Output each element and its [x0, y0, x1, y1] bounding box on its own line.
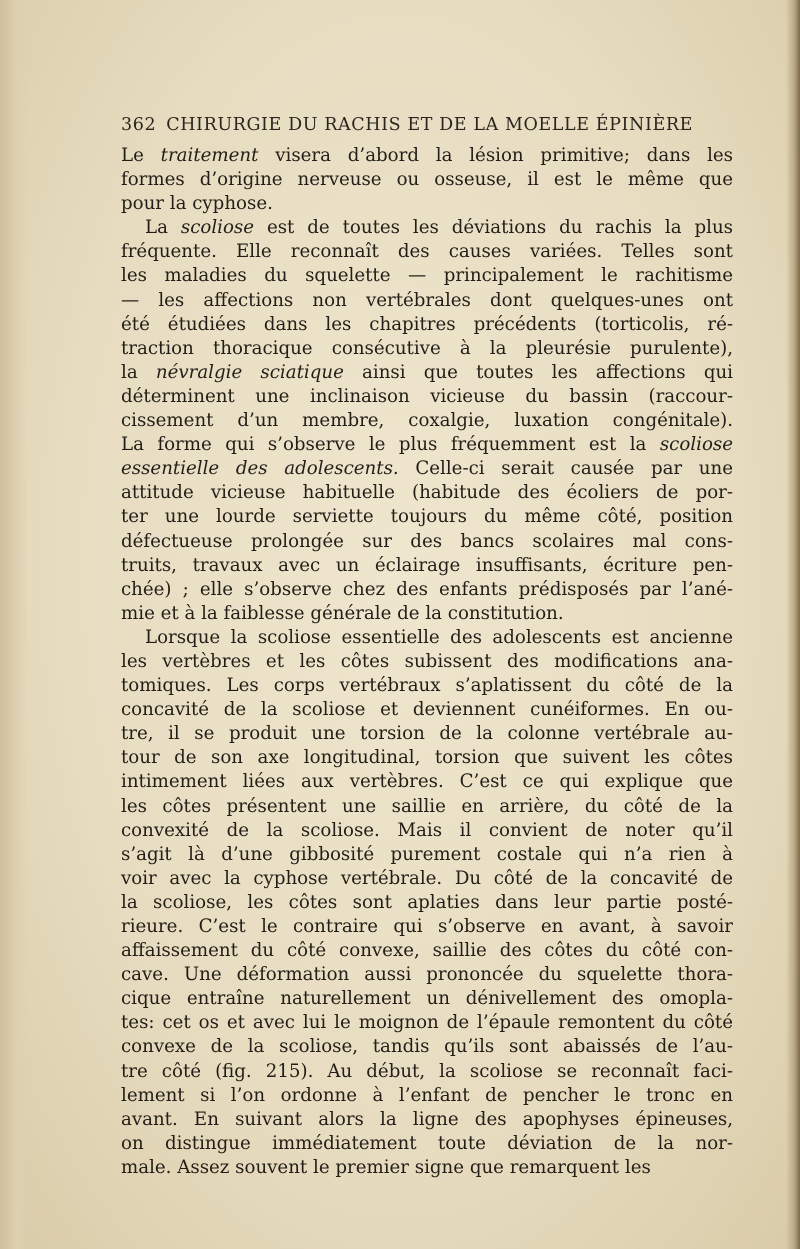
text-line: [121, 457, 733, 481]
text-line: [121, 1108, 733, 1132]
text-line: [121, 602, 733, 626]
text-segment: ter une lourde serviette toujours du même côté, position: [121, 506, 733, 528]
text-line: [121, 674, 733, 698]
text-segment: est de toutes les déviations du rachis la plus: [254, 217, 734, 239]
italic-term: essentielle des adolescents.: [121, 458, 399, 480]
text-line: [121, 746, 733, 770]
text-segment: on distingue immédiatement toute déviation de la nor-: [121, 1132, 733, 1154]
running-head: [121, 113, 733, 137]
text-line: [121, 843, 733, 867]
text-line: [121, 385, 733, 409]
text-segment: déterminent une inclinaison vicieuse du bassin (raccour-: [121, 385, 733, 407]
text-line: [121, 337, 733, 361]
text-line: [121, 192, 733, 216]
text-line: [121, 1060, 733, 1084]
text-segment: chée) ; elle s’observe chez des enfants prédisposés par l’ané-: [121, 578, 733, 600]
text-segment: concavité de la scoliose et deviennent cunéiformes. En ou-: [121, 699, 733, 721]
text-line: [121, 505, 733, 529]
text-segment: traction thoracique consécutive à la pleurésie purulente),: [121, 337, 733, 359]
text-line: [121, 1011, 733, 1035]
text-segment: La: [145, 217, 181, 239]
text-line: [121, 987, 733, 1011]
text-segment: lement si l’on ordonne à l’enfant de pencher le tronc en: [121, 1084, 733, 1106]
text-segment: attitude vicieuse habituelle (habitude des écoliers de por-: [121, 482, 733, 504]
text-segment: La forme qui s’observe le plus fréquemment est la: [121, 434, 660, 456]
text-line: [121, 240, 733, 264]
italic-term: névralgie sciatique: [155, 361, 344, 383]
text-line: [121, 578, 733, 602]
text-segment: les maladies du squelette — principalement le rachitisme: [121, 265, 733, 287]
text-line: [121, 313, 733, 337]
page-number: 362: [121, 115, 157, 135]
text-segment: tomiques. Les corps vertébraux s’aplatissent du côté de la: [121, 675, 733, 697]
text-segment: tour de son axe longitudinal, torsion que suivent les côtes: [121, 747, 733, 769]
text-line: [121, 963, 733, 987]
text-line: [121, 891, 733, 915]
text-segment: cave. Une déformation aussi prononcée du squelette thora-: [121, 964, 733, 986]
text-segment: Celle-ci serait causée par une: [398, 458, 733, 480]
text-segment: truits, travaux avec un éclairage insuffisants, écriture pen-: [121, 554, 733, 576]
text-line: [121, 650, 733, 674]
text-segment: — les affections non vertébrales dont quelques-unes ont: [121, 289, 733, 311]
text-segment: cique entraîne naturellement un dénivellement des omopla-: [121, 988, 733, 1010]
page-left-edge: [0, 0, 28, 1249]
text-line: [121, 722, 733, 746]
text-segment: voir avec la cyphose vertébrale. Du côté de la concavité de: [121, 867, 733, 889]
text-line: [121, 216, 733, 240]
text-segment: convexe de la scoliose, tandis qu’ils sont abaissés de l’au-: [121, 1036, 733, 1058]
italic-term: scoliose: [180, 217, 255, 239]
text-segment: avant. En suivant alors la ligne des apophyses épineuses,: [121, 1108, 733, 1130]
text-segment: ainsi que toutes les affections qui: [343, 361, 733, 383]
text-line: [121, 939, 733, 963]
text-segment: les vertèbres et les côtes subissent des modifications ana-: [121, 650, 733, 672]
text-segment: les côtes présentent une saillie en arrière, du côté de la: [121, 795, 733, 817]
text-segment: tre côté (fig. 215). Au début, la scoliose se reconnaît faci-: [121, 1060, 733, 1082]
text-line: [121, 409, 733, 433]
text-line: [121, 554, 733, 578]
text-segment: male. Assez souvent le premier signe que remarquent les: [121, 1156, 651, 1178]
text-line: [121, 915, 733, 939]
text-line: [121, 481, 733, 505]
text-line: [121, 626, 733, 650]
text-line: [121, 168, 733, 192]
text-line: [121, 1156, 733, 1180]
text-line: [121, 867, 733, 891]
text-segment: s’agit là d’une gibbosité purement costale qui n’a rien à: [121, 843, 733, 865]
running-title: CHIRURGIE DU RACHIS ET DE LA MOELLE ÉPINIÈRE: [166, 115, 694, 135]
text-line: [121, 698, 733, 722]
text-line: [121, 433, 733, 457]
text-segment: formes d’origine nerveuse ou osseuse, il est le même que: [121, 169, 733, 191]
text-segment: visera d’abord la lésion primitive; dans les: [258, 145, 734, 166]
page-right-edge: [786, 0, 800, 1249]
text-segment: Le: [121, 145, 161, 166]
text-line: [121, 1035, 733, 1059]
text-segment: pour la cyphose.: [121, 193, 273, 215]
text-line: [121, 530, 733, 554]
text-segment: intimement liées aux vertèbres. C’est ce qui explique que: [121, 771, 733, 793]
text-segment: tes: cet os et avec lui le moignon de l’épaule remontent du côté: [121, 1012, 733, 1034]
text-segment: affaissement du côté convexe, saillie des côtes du côté con-: [121, 940, 733, 962]
italic-term: scoliose: [659, 434, 733, 456]
text-line: [121, 264, 733, 288]
text-segment: tre, il se produit une torsion de la colonne vertébrale au-: [121, 723, 733, 745]
text-segment: été étudiées dans les chapitres précédents (torticolis, ré-: [121, 313, 733, 335]
text-segment: convexité de la scoliose. Mais il convient de noter qu’il: [121, 819, 733, 841]
text-line: [121, 795, 733, 819]
text-line: [121, 1084, 733, 1108]
text-line: [121, 770, 733, 794]
text-line: [121, 1132, 733, 1156]
text-segment: rieure. C’est le contraire qui s’observe en avant, à savoir: [121, 916, 733, 937]
text-line: [121, 144, 733, 168]
text-segment: Lorsque la scoliose essentielle des adolescents est ancienne: [145, 626, 733, 648]
text-line: [121, 289, 733, 313]
text-segment: la: [121, 361, 156, 383]
text-segment: défectueuse prolongée sur des bancs scolaires mal cons-: [121, 530, 733, 552]
text-segment: mie et à la faiblesse générale de la constitution.: [121, 602, 564, 624]
text-segment: cissement d’un membre, coxalgie, luxation congénitale).: [121, 410, 733, 432]
text-line: [121, 819, 733, 843]
text-line: [121, 361, 733, 385]
italic-term: traitement: [160, 145, 259, 166]
text-segment: fréquente. Elle reconnaît des causes variées. Telles sont: [121, 241, 733, 263]
text-segment: la scoliose, les côtes sont aplaties dans leur partie posté-: [121, 891, 733, 913]
body-text: [121, 144, 733, 1180]
